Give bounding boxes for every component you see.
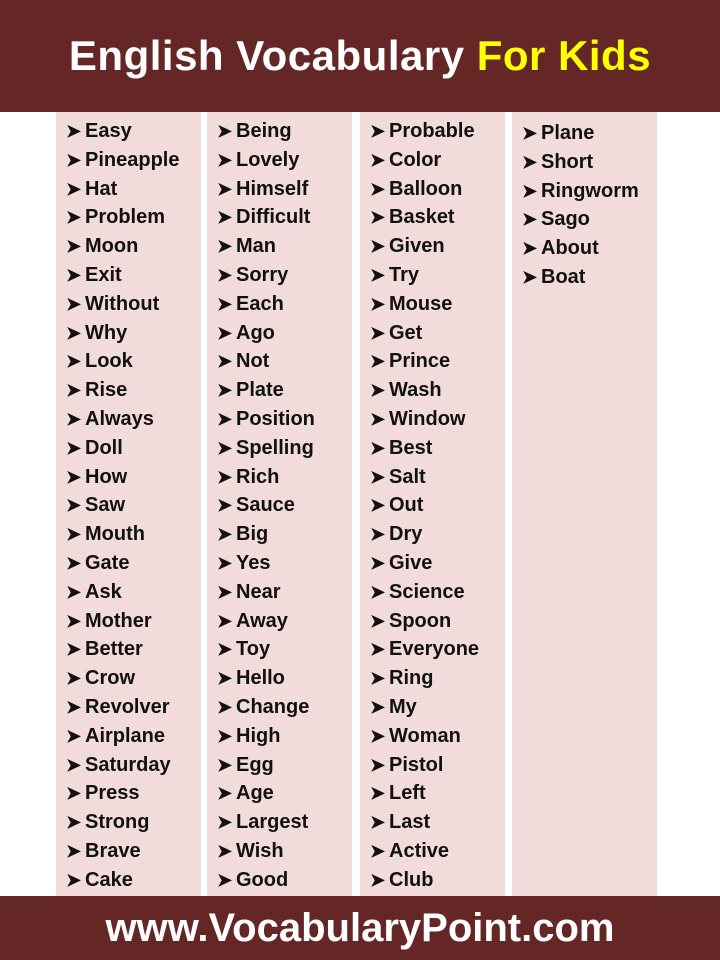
arrow-bullet-icon: ➤ xyxy=(370,380,386,401)
word-text: Basket xyxy=(389,206,455,229)
arrow-bullet-icon: ➤ xyxy=(217,524,233,545)
arrow-bullet-icon: ➤ xyxy=(217,149,233,170)
word-item xyxy=(217,405,352,434)
word-text: Brave xyxy=(85,839,141,862)
word-text: Spoon xyxy=(389,609,452,632)
word-item xyxy=(66,722,201,751)
arrow-bullet-icon: ➤ xyxy=(66,552,82,573)
word-item xyxy=(522,148,657,177)
word-text: Ask xyxy=(85,580,122,603)
arrow-bullet-icon: ➤ xyxy=(66,696,82,717)
arrow-bullet-icon: ➤ xyxy=(217,812,233,833)
page-title xyxy=(69,32,651,80)
word-item xyxy=(217,434,352,463)
arrow-bullet-icon: ➤ xyxy=(370,840,386,861)
word-item xyxy=(217,722,352,751)
word-text: Problem xyxy=(85,206,166,229)
arrow-bullet-icon: ➤ xyxy=(66,812,82,833)
arrow-bullet-icon: ➤ xyxy=(370,466,386,487)
word-text: Big xyxy=(236,523,269,546)
arrow-bullet-icon: ➤ xyxy=(66,149,82,170)
word-text: Spelling xyxy=(236,436,314,459)
arrow-bullet-icon: ➤ xyxy=(522,151,538,172)
word-text: Mouth xyxy=(85,523,145,546)
word-item xyxy=(217,376,352,405)
word-item xyxy=(217,693,352,722)
word-item xyxy=(370,808,505,837)
word-columns xyxy=(0,112,720,896)
word-item xyxy=(522,205,657,234)
word-text: Sago xyxy=(541,208,590,231)
arrow-bullet-icon: ➤ xyxy=(217,869,233,890)
arrow-bullet-icon: ➤ xyxy=(66,351,82,372)
word-item xyxy=(217,203,352,232)
arrow-bullet-icon: ➤ xyxy=(66,869,82,890)
word-text: Yes xyxy=(236,551,271,574)
arrow-bullet-icon: ➤ xyxy=(217,408,233,429)
word-text: Lovely xyxy=(236,148,300,171)
word-item xyxy=(217,607,352,636)
word-item xyxy=(217,232,352,261)
word-text: Better xyxy=(85,638,143,661)
arrow-bullet-icon: ➤ xyxy=(66,380,82,401)
word-item xyxy=(66,203,201,232)
arrow-bullet-icon: ➤ xyxy=(217,725,233,746)
arrow-bullet-icon: ➤ xyxy=(370,639,386,660)
arrow-bullet-icon: ➤ xyxy=(370,668,386,689)
arrow-bullet-icon: ➤ xyxy=(217,610,233,631)
word-item xyxy=(66,347,201,376)
word-item xyxy=(217,146,352,175)
word-item xyxy=(370,837,505,866)
word-item xyxy=(217,837,352,866)
arrow-bullet-icon: ➤ xyxy=(217,322,233,343)
word-text: Rich xyxy=(236,465,280,488)
word-item xyxy=(66,837,201,866)
word-item xyxy=(66,491,201,520)
arrow-bullet-icon: ➤ xyxy=(217,264,233,285)
arrow-bullet-icon: ➤ xyxy=(370,754,386,775)
arrow-bullet-icon: ➤ xyxy=(66,668,82,689)
arrow-bullet-icon: ➤ xyxy=(66,495,82,516)
word-item xyxy=(370,607,505,636)
word-text: Away xyxy=(236,609,288,632)
arrow-bullet-icon: ➤ xyxy=(370,149,386,170)
word-item xyxy=(370,722,505,751)
arrow-bullet-icon: ➤ xyxy=(66,466,82,487)
word-text: Balloon xyxy=(389,177,463,200)
word-text: Prince xyxy=(389,350,451,373)
arrow-bullet-icon: ➤ xyxy=(370,437,386,458)
arrow-bullet-icon: ➤ xyxy=(217,754,233,775)
word-item xyxy=(66,751,201,780)
word-text: Not xyxy=(236,350,270,373)
word-item xyxy=(217,751,352,780)
arrow-bullet-icon: ➤ xyxy=(217,696,233,717)
arrow-bullet-icon: ➤ xyxy=(522,209,538,230)
arrow-bullet-icon: ➤ xyxy=(370,696,386,717)
word-item xyxy=(217,779,352,808)
word-item xyxy=(66,117,201,146)
word-item xyxy=(370,319,505,348)
word-text: Mouse xyxy=(389,292,453,315)
arrow-bullet-icon: ➤ xyxy=(370,264,386,285)
word-text: Being xyxy=(236,120,292,142)
word-text: Hat xyxy=(85,177,118,200)
word-item xyxy=(370,203,505,232)
word-text: Saturday xyxy=(85,753,171,776)
word-text: Dry xyxy=(389,523,423,546)
word-text: Hello xyxy=(236,667,285,690)
word-text: Boat xyxy=(541,265,586,288)
word-item xyxy=(66,866,201,895)
word-column-1 xyxy=(56,112,201,896)
word-item xyxy=(66,232,201,261)
word-text: Salt xyxy=(389,465,426,488)
arrow-bullet-icon: ➤ xyxy=(217,581,233,602)
word-text: Airplane xyxy=(85,724,166,747)
word-text: Look xyxy=(85,350,133,373)
word-text: Position xyxy=(236,407,315,430)
word-item xyxy=(370,290,505,319)
word-item xyxy=(370,175,505,204)
word-text: Pistol xyxy=(389,753,444,776)
word-item xyxy=(66,664,201,693)
word-text: Ago xyxy=(236,321,275,344)
word-text: My xyxy=(389,695,417,718)
word-item xyxy=(217,463,352,492)
word-text: Easy xyxy=(85,120,132,142)
word-text: Largest xyxy=(236,811,309,834)
arrow-bullet-icon: ➤ xyxy=(217,783,233,804)
word-text: Saw xyxy=(85,494,126,517)
arrow-bullet-icon: ➤ xyxy=(66,840,82,861)
word-item xyxy=(370,376,505,405)
word-text: Egg xyxy=(236,753,274,776)
word-text: Everyone xyxy=(389,638,480,661)
word-item xyxy=(522,234,657,263)
arrow-bullet-icon: ➤ xyxy=(370,581,386,602)
title-main: English Vocabulary xyxy=(68,32,465,79)
arrow-bullet-icon: ➤ xyxy=(66,408,82,429)
word-item xyxy=(66,520,201,549)
word-text: Give xyxy=(389,551,433,574)
footer-banner xyxy=(0,896,720,960)
arrow-bullet-icon: ➤ xyxy=(370,351,386,372)
word-item xyxy=(66,693,201,722)
arrow-bullet-icon: ➤ xyxy=(66,236,82,257)
word-item xyxy=(66,261,201,290)
word-item xyxy=(522,263,657,292)
word-item xyxy=(370,693,505,722)
arrow-bullet-icon: ➤ xyxy=(217,178,233,199)
word-text: Toy xyxy=(236,638,271,661)
word-item xyxy=(370,578,505,607)
word-item xyxy=(217,866,352,895)
arrow-bullet-icon: ➤ xyxy=(522,266,538,287)
word-text: Strong xyxy=(85,811,150,834)
word-text: Change xyxy=(236,695,310,718)
word-item xyxy=(217,635,352,664)
arrow-bullet-icon: ➤ xyxy=(66,524,82,545)
arrow-bullet-icon: ➤ xyxy=(370,869,386,890)
word-item xyxy=(217,290,352,319)
arrow-bullet-icon: ➤ xyxy=(66,121,82,141)
word-text: Get xyxy=(389,321,423,344)
word-text: Pineapple xyxy=(85,148,180,171)
arrow-bullet-icon: ➤ xyxy=(66,581,82,602)
arrow-bullet-icon: ➤ xyxy=(370,322,386,343)
arrow-bullet-icon: ➤ xyxy=(217,552,233,573)
word-text: Himself xyxy=(236,177,309,200)
arrow-bullet-icon: ➤ xyxy=(217,639,233,660)
arrow-bullet-icon: ➤ xyxy=(370,121,386,141)
word-text: Left xyxy=(389,782,426,805)
header-banner xyxy=(0,0,720,112)
arrow-bullet-icon: ➤ xyxy=(370,408,386,429)
arrow-bullet-icon: ➤ xyxy=(370,610,386,631)
arrow-bullet-icon: ➤ xyxy=(217,293,233,314)
word-item xyxy=(370,117,505,146)
word-item xyxy=(66,376,201,405)
arrow-bullet-icon: ➤ xyxy=(66,610,82,631)
word-text: Last xyxy=(389,811,431,834)
arrow-bullet-icon: ➤ xyxy=(66,264,82,285)
word-item xyxy=(66,463,201,492)
word-text: Revolver xyxy=(85,695,170,718)
word-item xyxy=(217,319,352,348)
word-item xyxy=(217,491,352,520)
word-text: Why xyxy=(85,321,128,344)
word-item xyxy=(66,607,201,636)
word-text: Ring xyxy=(389,667,434,690)
word-item xyxy=(66,319,201,348)
arrow-bullet-icon: ➤ xyxy=(66,437,82,458)
arrow-bullet-icon: ➤ xyxy=(66,293,82,314)
word-item xyxy=(66,578,201,607)
arrow-bullet-icon: ➤ xyxy=(66,783,82,804)
arrow-bullet-icon: ➤ xyxy=(217,207,233,228)
word-item xyxy=(370,491,505,520)
word-text: Doll xyxy=(85,436,123,459)
word-item xyxy=(217,117,352,146)
arrow-bullet-icon: ➤ xyxy=(522,238,538,259)
word-item xyxy=(66,290,201,319)
arrow-bullet-icon: ➤ xyxy=(522,180,538,201)
word-text: Ringworm xyxy=(541,179,639,202)
word-column-2 xyxy=(207,112,352,896)
arrow-bullet-icon: ➤ xyxy=(370,524,386,545)
word-item xyxy=(217,664,352,693)
word-text: Rise xyxy=(85,379,128,402)
word-item xyxy=(370,779,505,808)
word-text: Science xyxy=(389,580,465,603)
word-text: High xyxy=(236,724,281,747)
word-column-4 xyxy=(512,112,657,896)
arrow-bullet-icon: ➤ xyxy=(522,123,538,143)
word-text: How xyxy=(85,465,128,488)
word-item xyxy=(66,175,201,204)
word-item xyxy=(370,463,505,492)
word-text: Short xyxy=(541,150,594,173)
word-text: Sorry xyxy=(236,263,289,286)
word-text: Near xyxy=(236,580,281,603)
arrow-bullet-icon: ➤ xyxy=(66,725,82,746)
word-text: Gate xyxy=(85,551,130,574)
arrow-bullet-icon: ➤ xyxy=(370,293,386,314)
word-text: Active xyxy=(389,839,450,862)
arrow-bullet-icon: ➤ xyxy=(217,840,233,861)
word-text: Probable xyxy=(389,120,475,142)
word-text: Good xyxy=(236,868,289,891)
word-item xyxy=(66,434,201,463)
word-item xyxy=(370,146,505,175)
arrow-bullet-icon: ➤ xyxy=(217,437,233,458)
word-item xyxy=(370,347,505,376)
arrow-bullet-icon: ➤ xyxy=(370,207,386,228)
arrow-bullet-icon: ➤ xyxy=(217,121,233,141)
arrow-bullet-icon: ➤ xyxy=(370,725,386,746)
word-item xyxy=(217,520,352,549)
arrow-bullet-icon: ➤ xyxy=(66,754,82,775)
arrow-bullet-icon: ➤ xyxy=(217,495,233,516)
word-item xyxy=(217,549,352,578)
word-text: Club xyxy=(389,868,434,891)
word-item xyxy=(217,347,352,376)
arrow-bullet-icon: ➤ xyxy=(66,207,82,228)
word-text: Age xyxy=(236,782,274,805)
word-text: Sauce xyxy=(236,494,295,517)
word-text: Given xyxy=(389,235,445,258)
word-text: Window xyxy=(389,407,466,430)
arrow-bullet-icon: ➤ xyxy=(217,236,233,257)
arrow-bullet-icon: ➤ xyxy=(66,322,82,343)
word-text: Always xyxy=(85,407,154,430)
arrow-bullet-icon: ➤ xyxy=(370,495,386,516)
word-text: Each xyxy=(236,292,284,315)
arrow-bullet-icon: ➤ xyxy=(217,668,233,689)
word-text: Plate xyxy=(236,379,284,402)
arrow-bullet-icon: ➤ xyxy=(370,552,386,573)
arrow-bullet-icon: ➤ xyxy=(217,380,233,401)
word-text: Best xyxy=(389,436,433,459)
word-item xyxy=(370,434,505,463)
word-text: Moon xyxy=(85,235,139,258)
word-item xyxy=(66,146,201,175)
word-text: Wish xyxy=(236,839,284,862)
word-item xyxy=(66,549,201,578)
word-item xyxy=(522,119,657,148)
arrow-bullet-icon: ➤ xyxy=(370,812,386,833)
word-text: About xyxy=(541,237,599,260)
word-item xyxy=(217,578,352,607)
word-item xyxy=(370,520,505,549)
word-text: Out xyxy=(389,494,424,517)
word-item xyxy=(66,405,201,434)
arrow-bullet-icon: ➤ xyxy=(217,466,233,487)
word-item xyxy=(370,635,505,664)
word-item xyxy=(522,177,657,206)
word-text: Try xyxy=(389,263,420,286)
word-text: Plane xyxy=(541,122,595,144)
word-text: Cake xyxy=(85,868,133,891)
arrow-bullet-icon: ➤ xyxy=(370,783,386,804)
word-item xyxy=(66,808,201,837)
word-text: Press xyxy=(85,782,140,805)
word-text: Woman xyxy=(389,724,461,747)
word-item xyxy=(370,549,505,578)
word-item xyxy=(66,779,201,808)
word-text: Difficult xyxy=(236,206,311,229)
title-highlight: For Kids xyxy=(476,32,652,79)
word-item xyxy=(217,261,352,290)
word-text: Exit xyxy=(85,263,122,286)
arrow-bullet-icon: ➤ xyxy=(217,351,233,372)
word-text: Crow xyxy=(85,667,135,690)
word-item xyxy=(370,261,505,290)
word-text: Color xyxy=(389,148,442,171)
website-url: www.VocabularyPoint.com xyxy=(105,905,615,950)
arrow-bullet-icon: ➤ xyxy=(370,178,386,199)
word-item xyxy=(370,405,505,434)
word-text: Wash xyxy=(389,379,442,402)
word-item xyxy=(217,808,352,837)
word-item xyxy=(370,664,505,693)
arrow-bullet-icon: ➤ xyxy=(370,236,386,257)
word-item xyxy=(370,232,505,261)
word-item xyxy=(370,866,505,895)
word-item xyxy=(370,751,505,780)
word-item xyxy=(66,635,201,664)
word-text: Mother xyxy=(85,609,152,632)
word-item xyxy=(217,175,352,204)
arrow-bullet-icon: ➤ xyxy=(66,178,82,199)
word-text: Without xyxy=(85,292,160,315)
word-column-3 xyxy=(360,112,505,896)
word-text: Man xyxy=(236,235,276,258)
arrow-bullet-icon: ➤ xyxy=(66,639,82,660)
